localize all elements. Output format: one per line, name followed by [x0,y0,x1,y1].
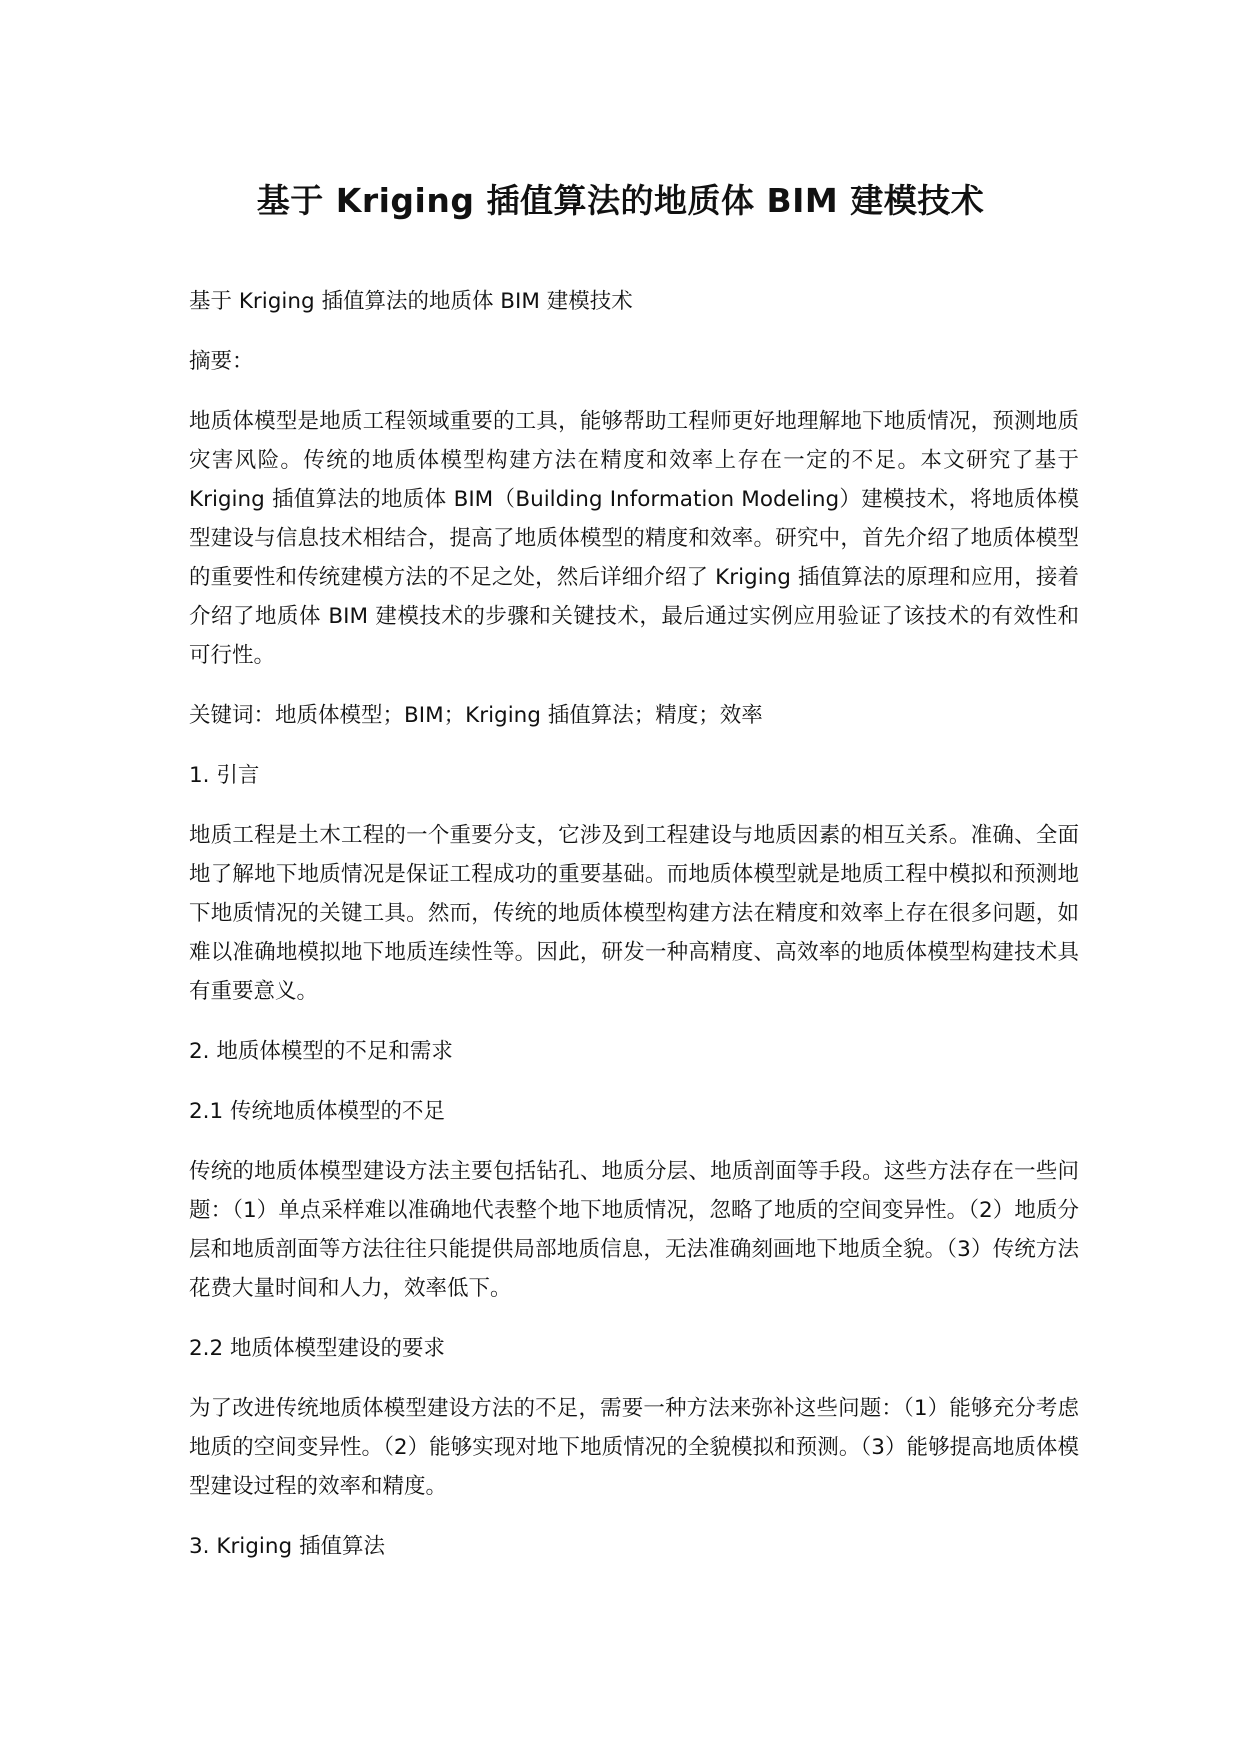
section-heading-kriging: 3. Kriging 插值算法 [189,1534,385,1559]
keywords-paragraph: 关键词：地质体模型；BIM；Kriging 插值算法；精度；效率 [189,703,763,728]
subtitle-paragraph: 基于 Kriging 插值算法的地质体 BIM 建模技术 [189,289,633,314]
subsection-heading-traditional: 2.1 传统地质体模型的不足 [189,1099,446,1124]
traditional-paragraph: 传统的地质体模型建设方法主要包括钻孔、地质分层、地质剖面等手段。这些方法存在一些问题：（1）单点采样难以准确地代表整个地下地质情况，忽略了地质的空间变异性。（2）地质分层和地质剖面等方法往往只能提供局部地质信息，无法准确刻画地下地质全貌。（3）传统方法花费大量时间和人力，效率低下。 [189,1159,1079,1301]
section-heading-introduction: 1. 引言 [189,763,260,788]
document-title: 基于 Kriging 插值算法的地质体 BIM 建模技术 [256,181,985,220]
document-body [189,282,1079,1587]
subsection-heading-requirements: 2.2 地质体模型建设的要求 [189,1336,446,1361]
abstract-paragraph: 地质体模型是地质工程领域重要的工具，能够帮助工程师更好地理解地下地质情况，预测地质灾害风险。传统的地质体模型构建方法在精度和效率上存在一定的不足。本文研究了基于 Kriging 插值算法的地质体 BIM（Building Information Modeling）建模技术，将地质体模型建设与信息技术相结合，提高了地质体模型的精度和效率。研究中，首先介绍了地质体模型的重要性和传统建模方法的不足之处，然后详细介绍了 Kriging 插值算法的原理和应用，接着介绍了地质体 BIM 建模技术的步骤和关键技术，最后通过实例应用验证了该技术的有效性和可行性。 [189,409,1079,668]
section-heading-shortcomings: 2. 地质体模型的不足和需求 [189,1039,453,1064]
introduction-paragraph: 地质工程是土木工程的一个重要分支，它涉及到工程建设与地质因素的相互关系。准确、全面地了解地下地质情况是保证工程成功的重要基础。而地质体模型就是地质工程中模拟和预测地下地质情况的关键工具。然而，传统的地质体模型构建方法在精度和效率上存在很多问题，如难以准确地模拟地下地质连续性等。因此，研发一种高精度、高效率的地质体模型构建技术具有重要意义。 [189,823,1079,1004]
requirements-paragraph: 为了改进传统地质体模型建设方法的不足，需要一种方法来弥补这些问题：（1）能够充分考虑地质的空间变异性。（2）能够实现对地下地质情况的全貌模拟和预测。（3）能够提高地质体模型建设过程的效率和精度。 [189,1396,1079,1499]
abstract-label: 摘要： [189,349,254,374]
